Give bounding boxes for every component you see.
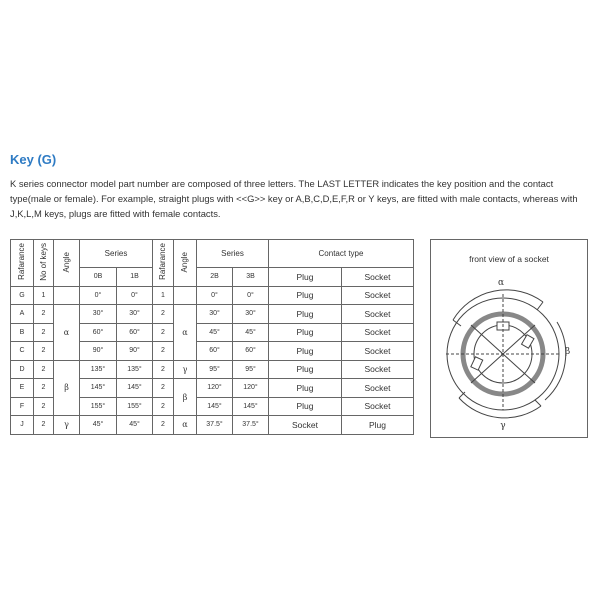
cell-keys: 2 (34, 360, 54, 379)
key-slot-right (522, 335, 534, 349)
cell-ref: F (11, 397, 34, 416)
header-series-1: Series (80, 240, 153, 268)
gamma-tick-1 (459, 392, 465, 398)
gamma-arc (459, 398, 541, 418)
cell-ref: A (11, 305, 34, 324)
gamma-label: γ (500, 421, 506, 431)
cell-angle: α (54, 305, 80, 361)
cell-2b: 120° (197, 379, 233, 398)
cell-0b: 135° (80, 360, 117, 379)
table-row (11, 286, 414, 305)
cell-2b: 0° (197, 286, 233, 305)
cell-keys: 2 (34, 416, 54, 435)
cell-contact-1: Plug (269, 379, 342, 398)
cell-3b: 60° (233, 342, 269, 361)
header-contact-type: Contact type (269, 240, 414, 268)
cell-3b: 120° (233, 379, 269, 398)
cell-1b: 0° (117, 286, 153, 305)
cell-angle (54, 286, 80, 305)
cell-0b: 30° (80, 305, 117, 324)
subheader-plug: Plug (269, 268, 342, 287)
subheader-0b: 0B (80, 268, 117, 287)
cell-3b: 145° (233, 397, 269, 416)
intro-paragraph: K series connector model part number are composed of three letters. The LAST LETTER indicates the key position and the contact type(male or female). For example, straight plugs with <<G>> key or A,B,C,D,E,F,R or Y keys, are fitted with male contacts, whereas with J,K,L,M keys, plugs are fitted with female contacts. (10, 178, 578, 219)
cell-keys-2: 2 (153, 360, 174, 379)
cell-keys: 2 (34, 305, 54, 324)
beta-label: β (565, 347, 571, 357)
cell-keys-2: 2 (153, 342, 174, 361)
diagram-title: front view of a socket (469, 254, 549, 264)
cell-1b: 155° (117, 397, 153, 416)
alpha-label: α (497, 278, 505, 288)
cell-keys-2: 2 (153, 397, 174, 416)
gamma-tick-2 (535, 400, 541, 406)
cell-contact-1: Plug (269, 397, 342, 416)
cell-contact-2: Socket (342, 342, 414, 361)
cell-contact-1: Plug (269, 305, 342, 324)
socket-diagram (430, 239, 588, 438)
cell-3b: 0° (233, 286, 269, 305)
cell-1b: 145° (117, 379, 153, 398)
cell-3b: 30° (233, 305, 269, 324)
cell-ref: G (11, 286, 34, 305)
cell-angle-2: α (174, 305, 197, 361)
cell-2b: 37.5° (197, 416, 233, 435)
cell-0b: 155° (80, 397, 117, 416)
cell-2b: 60° (197, 342, 233, 361)
cell-contact-1: Plug (269, 360, 342, 379)
header-reference: Rafarance (11, 240, 34, 287)
cell-angle-2: γ (174, 360, 197, 379)
cell-contact-2: Socket (342, 397, 414, 416)
key-table (10, 239, 414, 435)
cell-keys: 2 (34, 342, 54, 361)
table-row (11, 360, 414, 379)
cell-1b: 60° (117, 323, 153, 342)
cell-0b: 145° (80, 379, 117, 398)
cell-2b: 30° (197, 305, 233, 324)
subheader-1b: 1B (117, 268, 153, 287)
cell-contact-2: Socket (342, 360, 414, 379)
cell-angle-2: β (174, 379, 197, 416)
cell-keys-2: 2 (153, 416, 174, 435)
cell-0b: 90° (80, 342, 117, 361)
cell-angle-2 (174, 286, 197, 305)
cell-keys-2: 1 (153, 286, 174, 305)
cell-contact-2: Plug (342, 416, 414, 435)
subheader-socket: Socket (342, 268, 414, 287)
cell-0b: 45° (80, 416, 117, 435)
cell-contact-2: Socket (342, 305, 414, 324)
cell-0b: 0° (80, 286, 117, 305)
table-row (11, 305, 414, 324)
cell-1b: 135° (117, 360, 153, 379)
header-num-keys: No of keys (34, 240, 54, 287)
cell-keys-2: 2 (153, 305, 174, 324)
cell-keys-2: 2 (153, 379, 174, 398)
cell-contact-2: Socket (342, 286, 414, 305)
alpha-tick-1 (453, 320, 461, 326)
cell-contact-1: Socket (269, 416, 342, 435)
section-title: Key (G) (10, 152, 57, 167)
socket-front-view (431, 240, 589, 439)
cell-ref: B (11, 323, 34, 342)
table-row (11, 416, 414, 435)
cell-ref: J (11, 416, 34, 435)
subheader-3b: 3B (233, 268, 269, 287)
subheader-2b: 2B (197, 268, 233, 287)
cell-contact-2: Socket (342, 379, 414, 398)
header-angle-2: Angle (174, 240, 197, 287)
cell-contact-2: Socket (342, 323, 414, 342)
cell-contact-1: Plug (269, 342, 342, 361)
cell-angle-2: α (174, 416, 197, 435)
header-reference-2: Rafarance (153, 240, 174, 287)
cell-1b: 30° (117, 305, 153, 324)
cell-2b: 45° (197, 323, 233, 342)
cell-contact-1: Plug (269, 286, 342, 305)
cell-2b: 95° (197, 360, 233, 379)
cell-1b: 90° (117, 342, 153, 361)
key-slot-left (471, 357, 483, 370)
cell-2b: 145° (197, 397, 233, 416)
header-series-2: Series (197, 240, 269, 268)
cell-keys: 2 (34, 323, 54, 342)
cell-1b: 45° (117, 416, 153, 435)
cell-angle: γ (54, 416, 80, 435)
cell-keys: 1 (34, 286, 54, 305)
cell-ref: D (11, 360, 34, 379)
cell-contact-1: Plug (269, 323, 342, 342)
cell-ref: E (11, 379, 34, 398)
cell-3b: 45° (233, 323, 269, 342)
cell-3b: 37.5° (233, 416, 269, 435)
cell-ref: C (11, 342, 34, 361)
cell-keys-2: 2 (153, 323, 174, 342)
alpha-tick-2 (537, 302, 543, 310)
cell-0b: 60° (80, 323, 117, 342)
cell-keys: 2 (34, 379, 54, 398)
cell-keys: 2 (34, 397, 54, 416)
header-angle: Angle (54, 240, 80, 287)
cell-3b: 95° (233, 360, 269, 379)
cell-angle: β (54, 360, 80, 416)
